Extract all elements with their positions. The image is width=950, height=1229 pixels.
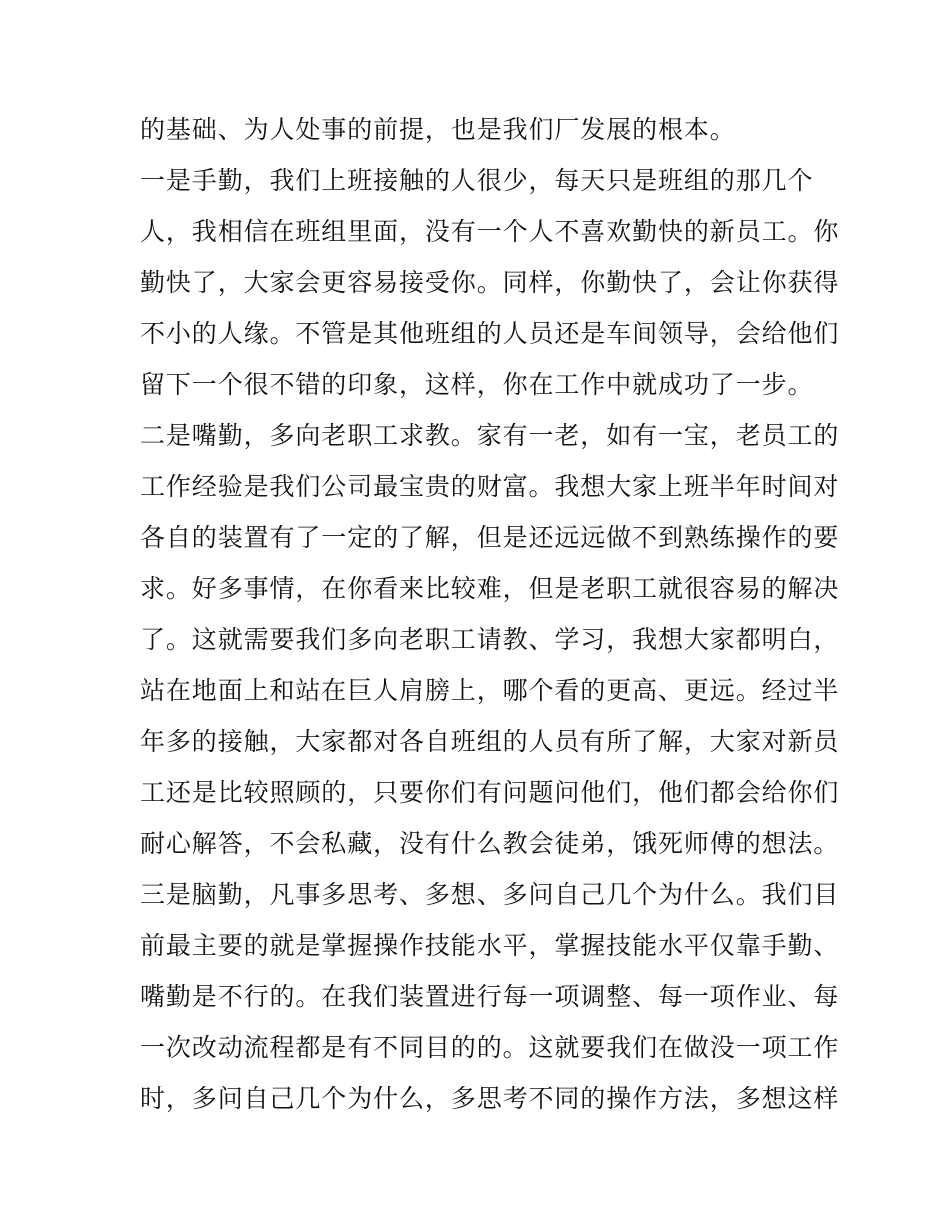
text-line: 勤快了，大家会更容易接受你。同样，你勤快了，会让你获得 — [140, 268, 840, 297]
text-line: 三是脑勤，凡事多思考、多想、多问自己几个为什么。我们目 — [140, 880, 840, 909]
text-line: 留下一个很不错的印象，这样，你在工作中就成功了一步。 — [140, 370, 814, 399]
text-line: 站在地面上和站在巨人肩膀上，哪个看的更高、更远。经过半 — [140, 676, 840, 705]
text-line: 一是手勤，我们上班接触的人很少，每天只是班组的那几个 — [140, 166, 814, 195]
text-line: 年多的接触，大家都对各自班组的人员有所了解，大家对新员 — [140, 727, 840, 756]
text-line: 工还是比较照顾的，只要你们有问题问他们，他们都会给你们 — [140, 778, 840, 807]
text-line: 的基础、为人处事的前提，也是我们厂发展的根本。 — [140, 115, 736, 144]
text-line: 二是嘴勤，多向老职工求教。家有一老，如有一宝，老员工的 — [140, 421, 840, 450]
text-line: 一次改动流程都是有不同目的的。这就要我们在做没一项工作 — [140, 1033, 840, 1062]
text-line: 嘴勤是不行的。在我们装置进行每一项调整、每一项作业、每 — [140, 982, 840, 1011]
body-text — [140, 104, 840, 1124]
text-line: 了。这就需要我们多向老职工请教、学习，我想大家都明白， — [140, 625, 840, 654]
text-line: 人，我相信在班组里面，没有一个人不喜欢勤快的新员工。你 — [140, 217, 840, 246]
text-line: 耐心解答，不会私藏，没有什么教会徒弟，饿死师傅的想法。 — [140, 829, 840, 858]
text-line: 前最主要的就是掌握操作技能水平，掌握技能水平仅靠手勤、 — [140, 931, 840, 960]
text-line: 时，多问自己几个为什么，多思考不同的操作方法，多想这样 — [140, 1084, 840, 1113]
text-line: 求。好多事情，在你看来比较难，但是老职工就很容易的解决 — [140, 574, 840, 603]
text-line: 各自的装置有了一定的了解，但是还远远做不到熟练操作的要 — [140, 523, 840, 552]
text-line: 工作经验是我们公司最宝贵的财富。我想大家上班半年时间对 — [140, 472, 840, 501]
text-line: 不小的人缘。不管是其他班组的人员还是车间领导，会给他们 — [140, 319, 840, 348]
